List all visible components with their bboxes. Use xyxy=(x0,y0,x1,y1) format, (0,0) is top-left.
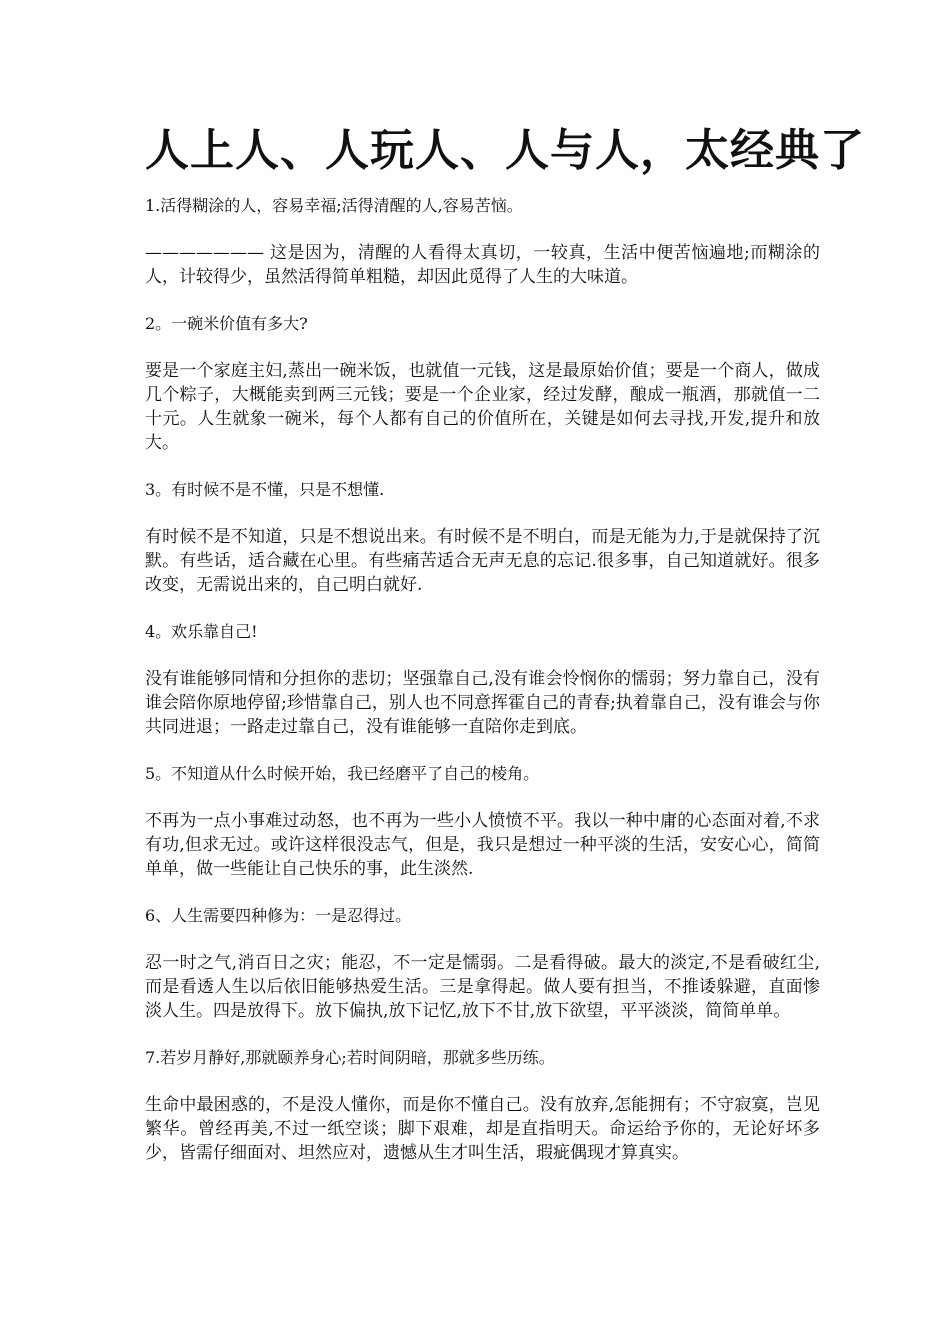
point-2-body: 要是一个家庭主妇,蒸出一碗米饭，也就值一元钱，这是最原始价值；要是一个商人，做成几个粽子，大概能卖到两三元钱；要是一个企业家，经过发酵，酿成一瓶酒，那就值一二十元。人生就象一碗米，每个人都有自己的价值所在，关键是如何去寻找,开发,提升和放大。 xyxy=(145,361,820,453)
point-5-body: 不再为一点小事难过动怒，也不再为一些小人愤愤不平。我以一种中庸的心态面对着,不求有功,但求无过。或许这样很没志气，但是，我只是想过一种平淡的生活，安安心心，简简单单，做一些能让自己快乐的事，此生淡然. xyxy=(145,811,820,879)
point-7-body: 生命中最困惑的，不是没人懂你，而是你不懂自己。没有放弃,怎能拥有；不守寂寞，岂见繁华。曾经再美,不过一纸空谈；脚下艰难，却是直指明天。命运给予你的，无论好坏多少，皆需仔细面对、坦然应对，遗憾从生才叫生活，瑕疵偶现才算真实。 xyxy=(145,1095,820,1163)
point-3-body: 有时候不是不知道，只是不想说出来。有时候不是不明白，而是无能为力,于是就保持了沉默。有些话，适合藏在心里。有些痛苦适合无声无息的忘记.很多事，自己知道就好。很多改变，无需说出来的，自己明白就好. xyxy=(145,527,820,595)
point-4-heading: 4。欢乐靠自己! xyxy=(145,622,258,641)
point-6-body: 忍一时之气,消百日之灾；能忍，不一定是懦弱。二是看得破。最大的淡定,不是看破红尘,而是看透人生以后依旧能够热爱生活。三是拿得起。做人要有担当，不推诿躲避，直面惨淡人生。四是放得下。放下偏执,放下记忆,放下不甘,放下欲望，平平淡淡，简简单单。 xyxy=(145,953,820,1021)
document-title: 人上人、人玩人、人与人，太经典了 xyxy=(145,125,865,176)
document-page xyxy=(145,124,865,1188)
point-1-heading: 1.活得糊涂的人，容易幸福;活得清醒的人,容易苦恼。 xyxy=(145,196,523,215)
point-7-heading: 7.若岁月静好,那就颐养身心;若时间阴暗，那就多些历练。 xyxy=(145,1048,555,1067)
point-6-heading: 6、人生需要四种修为：一是忍得过。 xyxy=(145,906,412,925)
point-5-heading: 5。不知道从什么时候开始，我已经磨平了自己的棱角。 xyxy=(145,764,540,783)
point-4-body: 没有谁能够同情和分担你的悲切；坚强靠自己,没有谁会怜悯你的懦弱；努力靠自己，没有谁会陪你原地停留;珍惜靠自己，别人也不同意挥霍自己的青春;执着靠自己，没有谁会与你共同进退；一路走过靠自己，没有谁能够一直陪你走到底。 xyxy=(145,669,820,737)
point-2-heading: 2。一碗米价值有多大? xyxy=(145,314,308,333)
point-3-heading: 3。有时候不是不懂，只是不想懂. xyxy=(145,480,385,499)
point-1-body: ——————— 这是因为，清醒的人看得太真切，一较真，生活中便苦恼遍地;而糊涂的人，计较得少，虽然活得简单粗糙，却因此觅得了人生的大味道。 xyxy=(145,243,820,287)
